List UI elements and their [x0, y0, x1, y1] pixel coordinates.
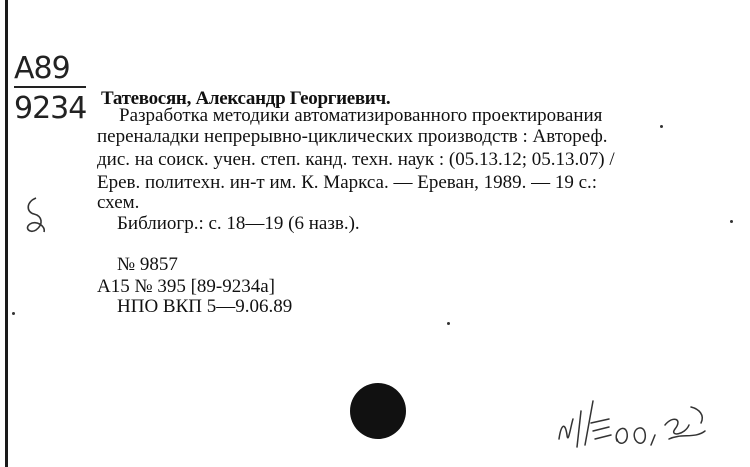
title-line-1: Разработка методики автоматизированного проектирования: [119, 105, 603, 126]
title-line-4: Ерев. политехн. ин-т им. К. Маркса. — Ереван, 1989. — 19 с.:: [97, 172, 598, 193]
call-number: [14, 52, 94, 126]
speck: [447, 322, 450, 325]
registry-stamp: НПО ВКП 5—9.06.89: [117, 296, 293, 317]
call-number-top: A89: [14, 52, 86, 88]
card-left-border: [5, 0, 8, 467]
title-line-3: дис. на соиск. учен. степ. канд. техн. наук : (05.13.12; 05.13.07) /: [97, 149, 615, 170]
title-line-5: схем.: [97, 192, 140, 213]
punch-hole: [350, 383, 406, 439]
speck: [660, 125, 663, 128]
call-number-bottom: 9234: [14, 91, 87, 126]
speck: [12, 312, 15, 315]
title-line-2: переналадки непрерывно-циклических производств : Автореф.: [97, 126, 608, 147]
shelf-code: А15 № 395 [89-9234а]: [97, 276, 276, 297]
record-number: № 9857: [117, 254, 178, 275]
speck: [730, 220, 733, 223]
bibliography-note: Библиогр.: с. 18—19 (6 назв.).: [117, 213, 360, 234]
handwritten-date-icon: [555, 395, 715, 455]
author-heading: Татевосян, Александр Георгиевич.: [101, 88, 391, 109]
handwritten-mark-icon: [22, 196, 48, 234]
